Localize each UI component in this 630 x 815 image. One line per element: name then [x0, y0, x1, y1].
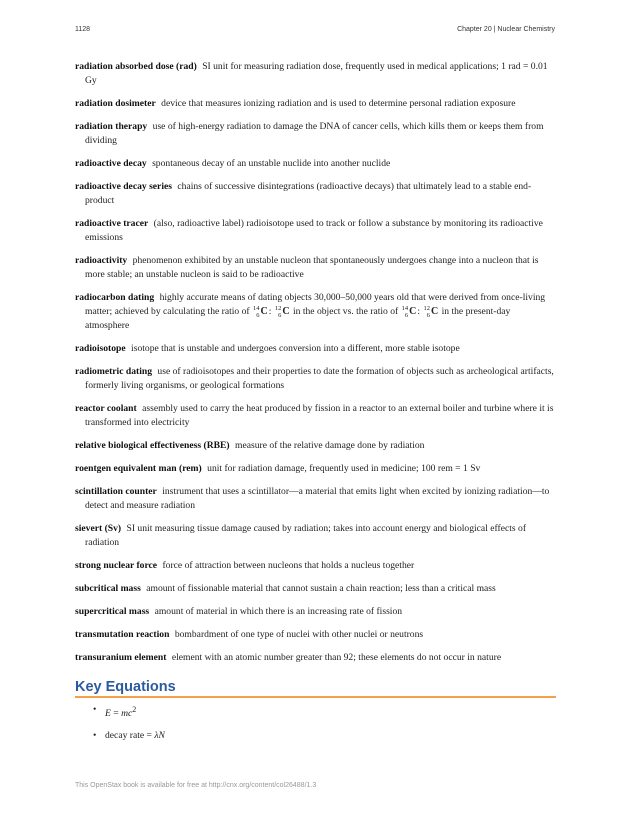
glossary-definition: phenomenon exhibited by an unstable nucleon that spontaneously undergoes change into a nucleon that is more stable; an unstable nucleon is said to be radioactive: [85, 255, 539, 280]
equation-item: [75, 703, 165, 721]
glossary-definition: assembly used to carry the heat produced by fission in a reactor to an external boiler and turbine where it is transformed into electricity: [85, 403, 554, 429]
glossary-entry: [75, 365, 556, 393]
atomic-number: 6: [404, 312, 409, 319]
glossary-definition: SI unit for measuring radiation dose, frequently used in medical applications; 1 rad = 0.01 Gy: [85, 61, 548, 86]
glossary-term: radioactive decay: [75, 158, 147, 169]
glossary-term: transmutation reaction: [75, 629, 170, 641]
glossary-definition: force of attraction between nucleons that holds a nucleus together: [162, 560, 415, 572]
glossary-definition: isotope that is unstable and undergoes conversion into a different, more stable isotope: [131, 343, 460, 355]
ratio-separator: :: [268, 306, 272, 318]
element-symbol: C: [430, 306, 439, 318]
glossary-entry: [75, 559, 556, 573]
glossary-definition: amount of material in which there is an increasing rate of fission: [154, 606, 403, 618]
glossary-definition: spontaneous decay of an unstable nuclide into another nuclide: [152, 158, 391, 169]
glossary-definition: use of high-energy radiation to damage the DNA of cancer cells, which kills them or keeps them from dividing: [85, 121, 544, 146]
glossary-definition: bombardment of one type of nuclei with other nuclei or neutrons: [174, 629, 424, 641]
isotope-c12: [423, 305, 438, 319]
atomic-number: 6: [256, 312, 260, 319]
glossary-definition: SI unit measuring tissue damage caused by radiation; takes into account energy and biological effects of radiation: [85, 523, 527, 549]
key-equations-list: [75, 703, 165, 751]
glossary-definition: (also, radioactive label) radioisotope used to track or follow a substance by monitoring its radioactive emissions: [85, 218, 543, 243]
glossary-entry: [75, 97, 556, 111]
chapter-title: Chapter 20 | Nuclear Chemistry: [457, 26, 555, 33]
glossary-entry: [75, 605, 556, 619]
glossary-definition: device that measures ionizing radiation and is used to determine personal radiation exposure: [161, 98, 516, 109]
glossary-term: radiocarbon dating: [75, 292, 155, 303]
glossary-definition: amount of fissionable material that cannot sustain a chain reaction; less than a critical mass: [146, 583, 496, 595]
glossary-definition: chains of successive disintegrations (radioactive decays) that ultimately lead to a stable end-product: [85, 181, 532, 206]
glossary-term: radioactive decay series: [75, 181, 172, 192]
ratio-separator: :: [417, 306, 421, 318]
glossary-entry: [75, 522, 556, 550]
atomic-number: 6: [278, 312, 282, 319]
glossary-entry: [75, 120, 556, 148]
glossary-term: radiation therapy: [75, 121, 148, 132]
glossary-entry: [75, 180, 556, 208]
bullet-icon: •: [93, 730, 97, 742]
glossary-entry: [75, 582, 556, 596]
equation-lhs: decay rate =: [105, 730, 155, 742]
glossary-entry: [75, 485, 556, 513]
page-footer: This OpenStax book is available for free at http://cnx.org/content/col26488/1.3: [75, 782, 317, 789]
glossary-entry: [75, 157, 556, 171]
isotope-c14: [253, 305, 268, 319]
glossary-term: radiation absorbed dose (rad): [75, 61, 197, 72]
mass-number: 14: [401, 305, 409, 312]
glossary-term: relative biological effectiveness (RBE): [75, 440, 230, 452]
glossary-definition: instrument that uses a scintillator—a material that emits light when excited by ionizing radiation—to detect and measure radiation: [85, 486, 550, 512]
equation-item: [75, 729, 165, 743]
isotope-c14: [402, 305, 417, 319]
glossary-term: reactor coolant: [75, 403, 137, 415]
glossary-entry: [75, 60, 556, 88]
equation-rhs: mc: [121, 708, 133, 720]
mass-number: 12: [274, 305, 282, 312]
glossary-definition-part: in the object vs. the ratio of: [292, 306, 399, 318]
glossary-term: radioactivity: [75, 255, 128, 266]
glossary-definition: use of radioisotopes and their properties to date the formation of objects such as archeological artifacts, formerly living organisms, or geological formations: [85, 366, 554, 392]
glossary-entry: [75, 254, 556, 282]
glossary-term: radiometric dating: [75, 366, 153, 378]
mass-number: 14: [253, 305, 260, 312]
element-symbol: C: [409, 306, 417, 318]
isotope-c12: [275, 305, 290, 319]
glossary-entry: [75, 217, 556, 245]
glossary-definition: unit for radiation damage, frequently used in medicine; 100 rem = 1 Sv: [207, 463, 481, 475]
glossary-term: roentgen equivalent man (rem): [75, 463, 202, 475]
glossary-definition-part: highly accurate means of dating objects 30,000–50,000 years old that were derived from once-living matter; achieved by calculating the ratio of: [85, 292, 546, 318]
equation-exponent: 2: [132, 705, 137, 714]
glossary-definition-part: in the present-day atmosphere: [85, 306, 511, 332]
glossary-term: radioisotope: [75, 343, 126, 355]
equation-lhs: E: [105, 708, 111, 720]
mass-number: 12: [423, 305, 430, 312]
atomic-number: 6: [426, 312, 430, 319]
glossary-entry: [75, 342, 556, 356]
glossary-definition: measure of the relative damage done by radiation: [235, 440, 425, 452]
glossary-entry: [75, 651, 556, 665]
equation-rhs: λN: [154, 730, 165, 742]
glossary-entry: [75, 402, 556, 430]
equation-equals: =: [110, 708, 122, 720]
glossary-term: subcritical mass: [75, 583, 141, 595]
glossary-term: supercritical mass: [75, 606, 150, 618]
page-number: 1128: [75, 26, 91, 33]
page-header: [75, 26, 555, 33]
element-symbol: C: [260, 306, 268, 318]
glossary-term: radiation dosimeter: [75, 98, 156, 109]
glossary-term: radioactive tracer: [75, 218, 149, 229]
glossary-entry: [75, 628, 556, 642]
glossary-entry: [75, 462, 556, 476]
glossary-term: scintillation counter: [75, 486, 157, 498]
glossary-entry: [75, 439, 556, 453]
glossary-list: [75, 60, 556, 674]
glossary-term: strong nuclear force: [75, 560, 158, 572]
bullet-icon: •: [93, 704, 97, 715]
glossary-definition: element with an atomic number greater than 92; these elements do not occur in nature: [171, 652, 502, 664]
key-equations-heading: Key Equations: [75, 679, 556, 698]
glossary-entry-radiocarbon: [75, 291, 556, 333]
element-symbol: C: [282, 306, 290, 318]
glossary-term: transuranium element: [75, 652, 167, 664]
glossary-term: sievert (Sv): [75, 523, 122, 535]
